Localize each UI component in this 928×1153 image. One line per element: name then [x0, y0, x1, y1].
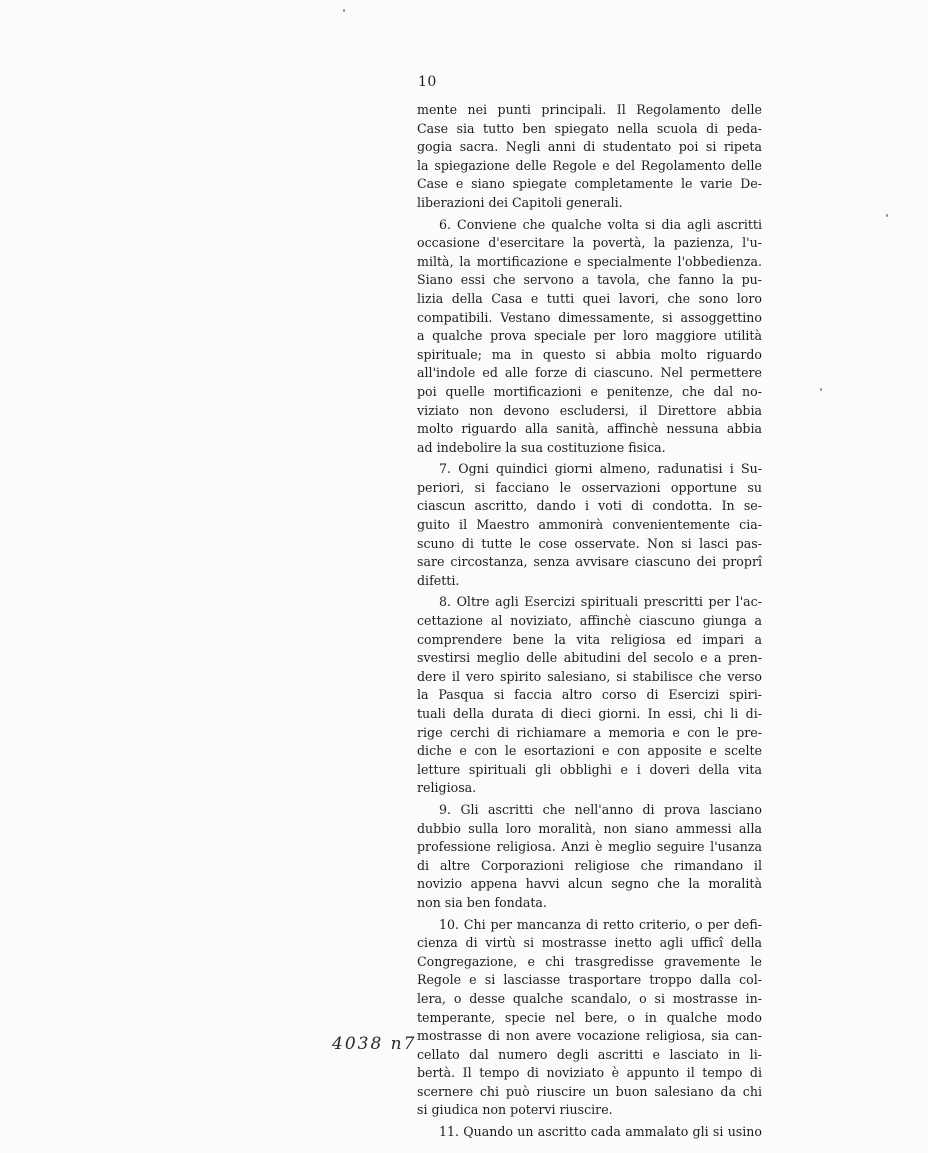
text-line: 9. Gli ascritti che nell'anno di prova lasciano: [439, 801, 762, 817]
text-line: compatibili. Vestano dimessamente, si assoggettino: [417, 309, 762, 325]
text-line: Case e siano spiegate completamente le varie De-: [417, 176, 762, 192]
text-line: guito il Maestro ammonirà convenientemente cia-: [417, 517, 762, 533]
text-line: rige cerchi di richiamare a memoria e con le pre-: [417, 724, 762, 740]
text-line: lera, o desse qualche scandalo, o si mostrasse in-: [417, 990, 762, 1006]
text-line: scuno di tutte le cose osservate. Non si lasci pas-: [417, 535, 762, 551]
paragraph: [417, 916, 762, 1121]
text-line: viziato non devono escludersi, il Direttore abbia: [417, 402, 762, 418]
text-line: diche e con le esortazioni e con apposite e scelte: [417, 743, 762, 759]
text-line: periori, si facciano le osservazioni opportune su: [417, 479, 762, 495]
paragraph: [417, 101, 762, 213]
text-line: svestirsi meglio delle abitudini del secolo e a pren-: [417, 650, 762, 666]
text-line: cienza di virtù si mostrasse inetto agli ufficî della: [417, 935, 762, 951]
text-line: Regole e si lasciasse trasportare troppo dalla col-: [417, 972, 762, 988]
text-line: Congregazione, e chi trasgredisse gravemente le: [417, 953, 762, 969]
text-line: gogia sacra. Negli anni di studentato poi si ripeta: [417, 139, 762, 155]
paragraph: [417, 216, 762, 458]
text-line: dubbio sulla loro moralità, non siano ammessi alla: [417, 820, 762, 836]
text-line: poi quelle mortificazioni e penitenze, che dal no-: [417, 383, 762, 399]
text-line: sare circostanza, senza avvisare ciascuno dei proprî: [417, 554, 762, 570]
text-line: la Pasqua si faccia altro corso di Esercizi spiri-: [417, 687, 762, 703]
text-line: miltà, la mortificazione e specialmente l'obbedienza.: [417, 253, 762, 269]
paragraph: [417, 801, 762, 913]
text-line: cellato dal numero degli ascritti e lasciato in li-: [417, 1046, 762, 1062]
text-line: 11. Quando un ascritto cada ammalato gli si usino: [439, 1124, 762, 1140]
text-line: di altre Corporazioni religiose che rimandano il: [417, 857, 762, 873]
text-line: lizia della Casa e tutti quei lavori, che sono loro: [417, 290, 762, 306]
text-line: dere il vero spirito salesiano, si stabilisce che verso: [417, 668, 762, 684]
paper-speck: [343, 9, 345, 12]
text-line: novizio appena havvi alcun segno che la moralità: [417, 876, 762, 892]
text-line: liberazioni dei Capitoli generali.: [417, 194, 623, 210]
paper-speck: [886, 214, 888, 217]
text-line: 7. Ogni quindici giorni almeno, radunatisi i Su-: [439, 461, 762, 477]
page-number: 10: [418, 74, 437, 90]
text-line: ad indebolire la sua costituzione fisica.: [417, 439, 666, 455]
text-line: comprendere bene la vita religiosa ed impari a: [417, 631, 762, 647]
text-line: non sia ben fondata.: [417, 894, 547, 910]
text-line: 6. Conviene che qualche volta si dia agli ascritti: [439, 216, 762, 232]
text-line: ciascun ascritto, dando i voti di condotta. In se-: [417, 498, 762, 514]
text-line: religiosa.: [417, 780, 477, 796]
text-line: bertà. Il tempo di noviziato è appunto il tempo di: [417, 1065, 762, 1081]
text-line: mostrasse di non avere vocazione religiosa, sia can-: [417, 1028, 762, 1044]
text-block: [417, 101, 762, 1142]
text-line: molto riguardo alla sanità, affinchè nessuna abbia: [417, 421, 762, 437]
text-line: Case sia tutto ben spiegato nella scuola di peda-: [417, 120, 762, 136]
text-line: scernere chi può riuscire un buon salesiano da chi: [417, 1083, 762, 1099]
text-line: la spiegazione delle Regole e del Regolamento delle: [417, 157, 762, 173]
text-line: occasione d'esercitare la povertà, la pazienza, l'u-: [417, 235, 762, 251]
text-line: mente nei punti principali. Il Regolamento delle: [417, 102, 762, 117]
text-line: Siano essi che servono a tavola, che fanno la pu-: [417, 272, 762, 288]
text-line: tuali della durata di dieci giorni. In essi, chi li di-: [417, 706, 762, 721]
paper-speck: [820, 388, 822, 391]
text-line: 8. Oltre agli Esercizi spirituali prescritti per l'ac-: [439, 594, 762, 610]
paragraph: [417, 593, 762, 798]
text-line: temperante, specie nel bere, o in qualche modo: [417, 1009, 762, 1025]
paragraph: [417, 460, 762, 590]
text-line: a qualche prova speciale per loro maggiore utilità: [417, 328, 762, 344]
text-line: spirituale; ma in questo si abbia molto riguardo: [417, 346, 762, 362]
text-line: professione religiosa. Anzi è meglio seguire l'usanza: [417, 839, 762, 855]
paragraph: [417, 1123, 762, 1142]
text-line: letture spirituali gli obblighi e i doveri della vita: [417, 761, 762, 777]
text-line: difetti.: [417, 572, 460, 588]
text-line: si giudica non potervi riuscire.: [417, 1102, 613, 1118]
text-line: cettazione al noviziato, affinchè ciascuno giunga a: [417, 613, 762, 629]
text-line: 10. Chi per mancanza di retto criterio, o per defi-: [439, 916, 762, 932]
text-line: all'indole ed alle forze di ciascuno. Nel permettere: [417, 365, 762, 381]
handwritten-margin-note: 4038 n7: [332, 1034, 417, 1054]
